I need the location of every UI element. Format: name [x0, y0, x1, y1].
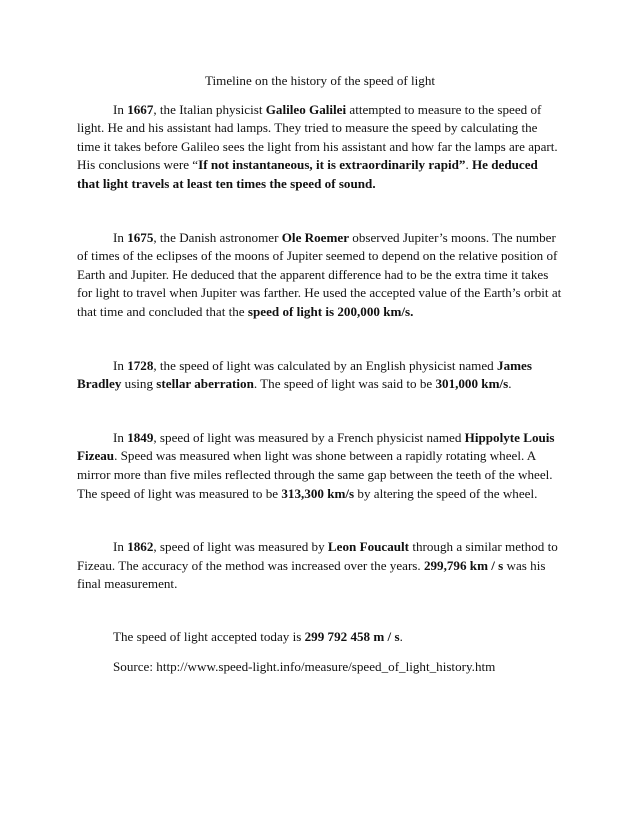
- name-james-bradley: James Bradley: [77, 357, 532, 392]
- document-page: [77, 72, 563, 689]
- method-stellar-aberration: stellar aberration: [156, 376, 254, 392]
- year-1667: 1667: [127, 101, 154, 117]
- text-run: , the Danish astronomer: [153, 229, 282, 245]
- paragraph-1728: [77, 357, 563, 394]
- galileo-conclusion-quote: If not instantaneous, it is extraordinarily rapid”: [198, 157, 466, 173]
- text-run: .: [508, 376, 512, 392]
- paragraph-1675: [77, 229, 563, 322]
- text-run: .: [465, 157, 472, 173]
- text-run: , the speed of light was calculated by an English physicist named: [153, 357, 498, 373]
- name-hippolyte-louis-fizeau: Hippolyte Louis Fizeau: [77, 429, 555, 464]
- text-run: In: [113, 429, 128, 445]
- document-title: Timeline on the history of the speed of light: [204, 73, 436, 88]
- name-ole-roemer: Ole Roemer: [281, 229, 350, 245]
- text-run: was his final measurement.: [77, 557, 546, 592]
- text-run: by altering the speed of the wheel.: [354, 485, 538, 501]
- roemer-result: speed of light is 200,000 km/s.: [247, 303, 414, 319]
- year-1728: 1728: [127, 357, 154, 373]
- year-1862: 1862: [127, 539, 154, 555]
- text-run: In: [113, 539, 128, 555]
- text-run: , the Italian physicist: [153, 101, 266, 117]
- text-run: attempted to measure to the speed of light. He and his assistant had lamps. They tried to measure the speed by calculating the time it takes before Galileo sees the light from his assistant and how far the lamps are apart. His conclusions were “: [77, 101, 558, 173]
- foucault-result: 299,796 km / s: [423, 557, 504, 573]
- text-run: . Speed was measured when light was shone between a rapidly rotating wheel. A mirror more than five miles reflected through the same gap between the teeth of the wheel. The speed of light was measured to be: [77, 448, 553, 501]
- name-galileo-galilei: Galileo Galilei: [265, 101, 347, 117]
- text-run: , speed of light was measured by a French physicist named: [153, 429, 465, 445]
- accepted-speed-value: 299 792 458 m / s: [304, 628, 400, 644]
- year-1675: 1675: [127, 229, 154, 245]
- bradley-result: 301,000 km/s: [435, 376, 509, 392]
- galileo-deduction: He deduced that light travels at least ten times the speed of sound.: [77, 157, 538, 191]
- paragraph-1849: [77, 429, 563, 503]
- source-citation: Source: http://www.speed-light.info/measure/speed_of_light_history.htm: [113, 659, 496, 675]
- text-run: through a similar method to Fizeau. The accuracy of the method was increased over the years.: [77, 539, 558, 573]
- text-run: observed Jupiter’s moons. The number of times of the eclipses of the moons of Jupiter seemed to depend on the relative position of Earth and Jupiter. He deduced that the apparent difference had to be the extra time it takes for light to travel when Jupiter was farther. He used the accepted value of the Earth’s orbit at that time and concluded that the: [77, 229, 562, 319]
- text-run: using: [121, 376, 157, 392]
- paragraph-1862: [77, 538, 563, 594]
- text-run: The speed of light accepted today is: [113, 628, 305, 644]
- paragraph-1667: [77, 101, 563, 194]
- text-run: In: [113, 101, 128, 117]
- text-run: . The speed of light was said to be: [253, 376, 436, 392]
- accepted-speed-today: [77, 628, 563, 647]
- text-run: In: [113, 229, 128, 245]
- text-run: .: [399, 628, 403, 644]
- name-leon-foucault: Leon Foucault: [327, 539, 410, 555]
- text-run: , speed of light was measured by: [153, 539, 328, 555]
- text-run: In: [113, 357, 128, 373]
- year-1849: 1849: [127, 429, 154, 445]
- fizeau-result: 313,300 km/s: [281, 485, 355, 501]
